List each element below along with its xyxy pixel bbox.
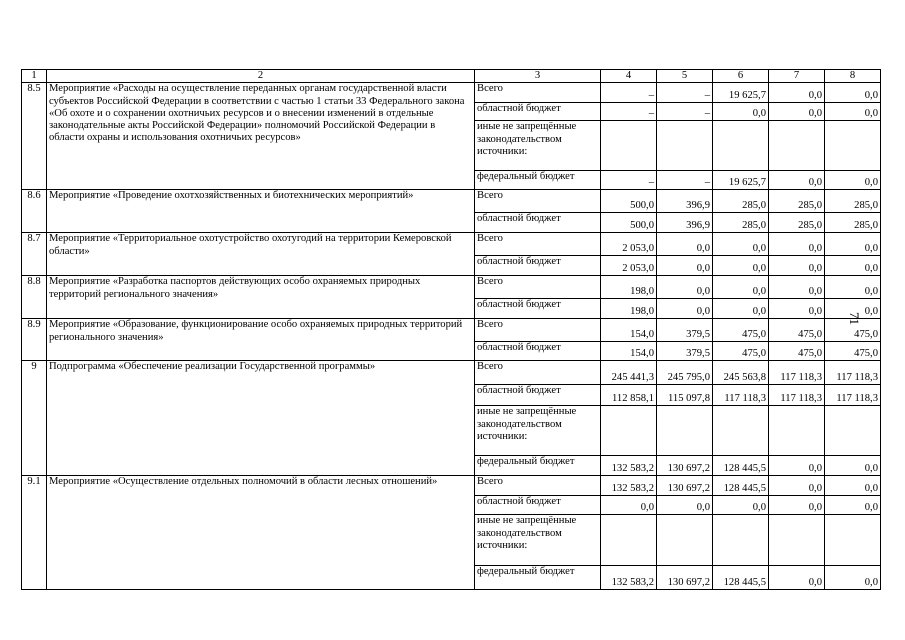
funding-source: иные не запрещённые законодательством источники: <box>475 121 601 171</box>
amount-cell: 0,0 <box>657 496 713 515</box>
amount-cell: 0,0 <box>769 171 825 190</box>
amount-cell: 117 118,3 <box>769 385 825 406</box>
budget-table <box>21 69 881 590</box>
table-body <box>22 70 881 590</box>
row-number: 8.7 <box>22 233 47 276</box>
amount-cell: 285,0 <box>825 213 881 233</box>
table-row <box>22 319 881 342</box>
amount-cell: 285,0 <box>769 213 825 233</box>
amount-cell: 285,0 <box>825 190 881 213</box>
funding-source: областной бюджет <box>475 256 601 276</box>
activity-title: Мероприятие «Образование, функционирование особо охраняемых природных территорий регионального значения» <box>47 319 475 361</box>
row-number: 8.5 <box>22 83 47 190</box>
amount-cell: 0,0 <box>769 83 825 103</box>
amount-cell: 0,0 <box>713 299 769 319</box>
amount-cell: 128 445,5 <box>713 456 769 476</box>
amount-cell: – <box>657 171 713 190</box>
table-row <box>22 276 881 299</box>
funding-source: Всего <box>475 361 601 385</box>
amount-cell: 117 118,3 <box>825 361 881 385</box>
amount-cell: 130 697,2 <box>657 456 713 476</box>
amount-cell: 130 697,2 <box>657 566 713 590</box>
table-row <box>22 233 881 256</box>
amount-cell: 500,0 <box>601 190 657 213</box>
amount-cell: 0,0 <box>657 299 713 319</box>
amount-cell: 0,0 <box>713 233 769 256</box>
table-row <box>22 83 881 103</box>
amount-cell <box>769 515 825 566</box>
amount-cell: 0,0 <box>769 299 825 319</box>
amount-cell: 475,0 <box>825 342 881 361</box>
amount-cell: 379,5 <box>657 319 713 342</box>
activity-title: Мероприятие «Территориальное охотустройство охотугодий на территории Кемеровской области» <box>47 233 475 276</box>
column-header: 3 <box>475 70 601 83</box>
amount-cell: 2 053,0 <box>601 256 657 276</box>
funding-source: федеральный бюджет <box>475 171 601 190</box>
amount-cell: 245 563,8 <box>713 361 769 385</box>
amount-cell <box>657 406 713 456</box>
amount-cell <box>713 121 769 171</box>
amount-cell: 117 118,3 <box>713 385 769 406</box>
amount-cell: 0,0 <box>825 256 881 276</box>
amount-cell: 0,0 <box>769 476 825 496</box>
amount-cell: 0,0 <box>825 566 881 590</box>
amount-cell: 0,0 <box>769 103 825 121</box>
funding-source: иные не запрещённые законодательством источники: <box>475 515 601 566</box>
amount-cell: 475,0 <box>769 342 825 361</box>
funding-source: областной бюджет <box>475 342 601 361</box>
row-number: 8.9 <box>22 319 47 361</box>
amount-cell <box>825 121 881 171</box>
column-header: 7 <box>769 70 825 83</box>
column-header: 8 <box>825 70 881 83</box>
amount-cell: – <box>657 103 713 121</box>
amount-cell: 117 118,3 <box>769 361 825 385</box>
amount-cell: 475,0 <box>713 319 769 342</box>
column-header: 4 <box>601 70 657 83</box>
activity-title: Мероприятие «Разработка паспортов действующих особо охраняемых природных территорий регионального значения» <box>47 276 475 319</box>
amount-cell: 198,0 <box>601 276 657 299</box>
amount-cell: 0,0 <box>601 496 657 515</box>
activity-title: Мероприятие «Расходы на осуществление переданных органам государственной власти субъектов Российской Федерации в соответствии с частью 1 статьи 33 Федерального закона «Об охоте и о сохранении охотничьих ресурсов и о внесении изменений в отдельные законодательные акты Российской Федерации» полномочий Российской Федерации в области охраны и использования охотничьих ресурсов» <box>47 83 475 190</box>
funding-source: Всего <box>475 233 601 256</box>
funding-source: Всего <box>475 319 601 342</box>
amount-cell: 154,0 <box>601 342 657 361</box>
amount-cell: 0,0 <box>825 171 881 190</box>
table-row <box>22 476 881 496</box>
amount-cell: 0,0 <box>825 496 881 515</box>
amount-cell <box>713 406 769 456</box>
amount-cell: 0,0 <box>825 103 881 121</box>
amount-cell: – <box>601 103 657 121</box>
amount-cell <box>825 406 881 456</box>
amount-cell: 0,0 <box>713 256 769 276</box>
amount-cell: 396,9 <box>657 213 713 233</box>
amount-cell: 396,9 <box>657 190 713 213</box>
amount-cell: 0,0 <box>713 496 769 515</box>
amount-cell: 0,0 <box>713 276 769 299</box>
amount-cell: 0,0 <box>825 233 881 256</box>
amount-cell: 0,0 <box>713 103 769 121</box>
amount-cell: 132 583,2 <box>601 476 657 496</box>
column-header: 1 <box>22 70 47 83</box>
amount-cell: 130 697,2 <box>657 476 713 496</box>
amount-cell: 500,0 <box>601 213 657 233</box>
amount-cell: 285,0 <box>769 190 825 213</box>
amount-cell: 0,0 <box>825 83 881 103</box>
amount-cell: 154,0 <box>601 319 657 342</box>
amount-cell <box>769 121 825 171</box>
table-row <box>22 361 881 385</box>
amount-cell: 379,5 <box>657 342 713 361</box>
row-number: 9.1 <box>22 476 47 590</box>
column-header: 6 <box>713 70 769 83</box>
amount-cell: 132 583,2 <box>601 456 657 476</box>
amount-cell: 475,0 <box>769 319 825 342</box>
amount-cell: 285,0 <box>713 190 769 213</box>
amount-cell: 0,0 <box>825 456 881 476</box>
amount-cell: 132 583,2 <box>601 566 657 590</box>
row-number: 8.6 <box>22 190 47 233</box>
amount-cell: 0,0 <box>769 256 825 276</box>
amount-cell: 0,0 <box>657 233 713 256</box>
activity-title: Мероприятие «Проведение охотхозяйственных и биотехнических мероприятий» <box>47 190 475 233</box>
amount-cell: 19 625,7 <box>713 83 769 103</box>
amount-cell: 245 441,3 <box>601 361 657 385</box>
amount-cell <box>601 515 657 566</box>
table-row <box>22 190 881 213</box>
amount-cell: 475,0 <box>713 342 769 361</box>
amount-cell: 198,0 <box>601 299 657 319</box>
amount-cell <box>657 121 713 171</box>
page-number: 71 <box>847 312 862 325</box>
funding-source: федеральный бюджет <box>475 566 601 590</box>
amount-cell <box>825 515 881 566</box>
amount-cell: 0,0 <box>769 496 825 515</box>
funding-source: Всего <box>475 276 601 299</box>
amount-cell <box>601 406 657 456</box>
amount-cell: 475,0 <box>825 319 881 342</box>
row-number: 9 <box>22 361 47 476</box>
header-row <box>22 70 881 83</box>
column-header: 5 <box>657 70 713 83</box>
funding-source: Всего <box>475 83 601 103</box>
column-header: 2 <box>47 70 475 83</box>
activity-title: Мероприятие «Осуществление отдельных полномочий в области лесных отношений» <box>47 476 475 590</box>
amount-cell: 0,0 <box>769 456 825 476</box>
amount-cell: 0,0 <box>769 233 825 256</box>
amount-cell <box>769 406 825 456</box>
amount-cell: 112 858,1 <box>601 385 657 406</box>
funding-source: областной бюджет <box>475 496 601 515</box>
amount-cell <box>713 515 769 566</box>
amount-cell: 19 625,7 <box>713 171 769 190</box>
amount-cell: 128 445,5 <box>713 476 769 496</box>
amount-cell: 0,0 <box>769 566 825 590</box>
funding-source: федеральный бюджет <box>475 456 601 476</box>
funding-source: областной бюджет <box>475 299 601 319</box>
amount-cell: – <box>657 83 713 103</box>
amount-cell: 0,0 <box>825 276 881 299</box>
amount-cell: 115 097,8 <box>657 385 713 406</box>
amount-cell: – <box>601 171 657 190</box>
amount-cell: 285,0 <box>713 213 769 233</box>
amount-cell: 0,0 <box>657 256 713 276</box>
amount-cell: 0,0 <box>657 276 713 299</box>
amount-cell: 245 795,0 <box>657 361 713 385</box>
amount-cell: – <box>601 83 657 103</box>
funding-source: иные не запрещённые законодательством источники: <box>475 406 601 456</box>
amount-cell: 0,0 <box>769 276 825 299</box>
amount-cell: 128 445,5 <box>713 566 769 590</box>
funding-source: областной бюджет <box>475 103 601 121</box>
funding-source: областной бюджет <box>475 213 601 233</box>
amount-cell <box>601 121 657 171</box>
amount-cell: 0,0 <box>825 299 881 319</box>
amount-cell <box>657 515 713 566</box>
funding-source: областной бюджет <box>475 385 601 406</box>
funding-source: Всего <box>475 190 601 213</box>
funding-source: Всего <box>475 476 601 496</box>
activity-title: Подпрограмма «Обеспечение реализации Государственной программы» <box>47 361 475 476</box>
amount-cell: 0,0 <box>825 476 881 496</box>
amount-cell: 2 053,0 <box>601 233 657 256</box>
amount-cell: 117 118,3 <box>825 385 881 406</box>
row-number: 8.8 <box>22 276 47 319</box>
